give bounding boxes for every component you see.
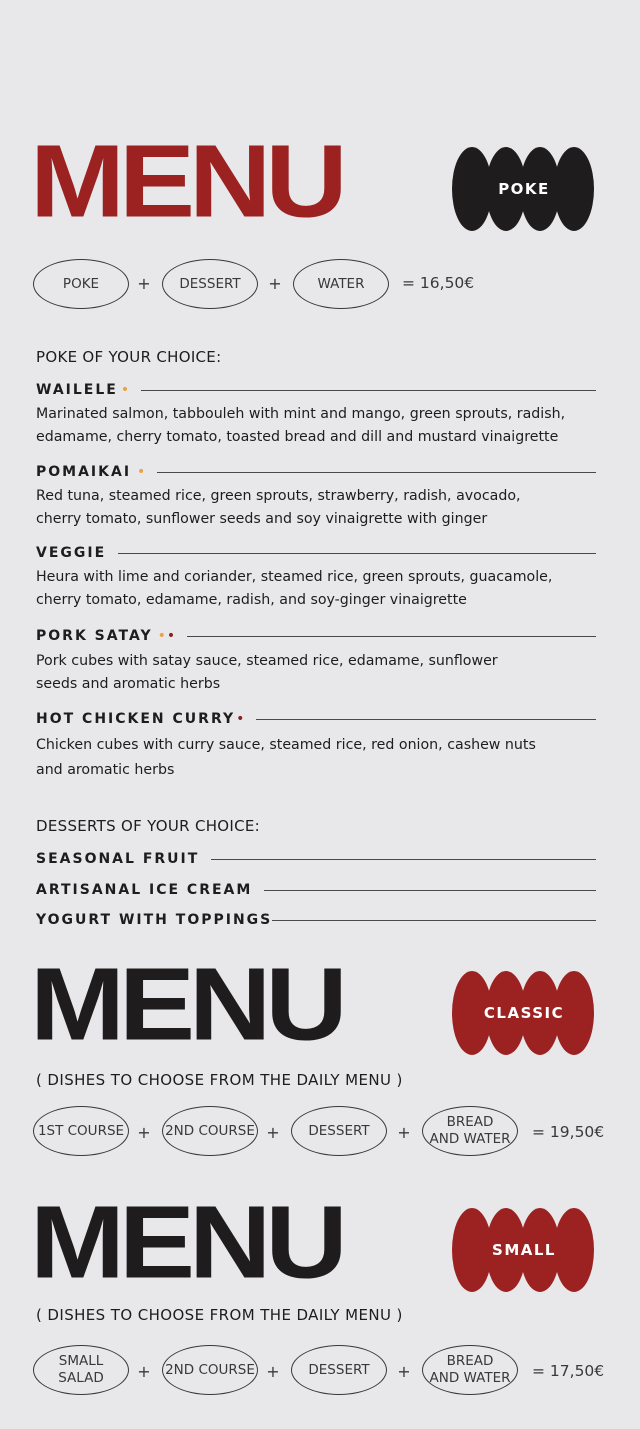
plus-sign: + <box>266 1123 280 1142</box>
divider <box>118 553 596 554</box>
dish-description <box>36 403 596 449</box>
divider <box>157 472 596 473</box>
divider <box>272 920 596 921</box>
dish-description <box>36 650 596 696</box>
desc-line: cherry tomato, sunflower seeds and soy vinaigrette with ginger <box>36 511 488 527</box>
dish-name: WAILELE <box>36 382 118 398</box>
dish-name: HOT CHICKEN CURRY <box>36 711 236 727</box>
menu-title-poke: MENU <box>30 124 342 240</box>
dessert-name: SEASONAL FRUIT <box>36 851 200 867</box>
plus-sign: + <box>266 1362 280 1381</box>
dish-name: PORK SATAY <box>36 628 153 644</box>
classic-item-bread-water: BREAD AND WATER <box>422 1106 518 1156</box>
classic-price: = 19,50€ <box>532 1123 605 1141</box>
plus-sign: + <box>137 1123 151 1142</box>
dish-description <box>36 566 596 612</box>
dish-description <box>36 733 596 783</box>
menu-title-small: MENU <box>30 1185 342 1301</box>
small-subtitle: ( DISHES TO CHOOSE FROM THE DAILY MENU ) <box>36 1306 403 1324</box>
desc-line: Heura with lime and coriander, steamed rice, green sprouts, guacamole, <box>36 569 553 585</box>
desc-line: cherry tomato, edamame, radish, and soy-ginger vinaigrette <box>36 592 467 608</box>
mild-spice-dot: • <box>137 464 146 480</box>
desc-line: Chicken cubes with curry sauce, steamed rice, red onion, cashew nuts <box>36 737 536 753</box>
plus-sign: + <box>397 1123 411 1142</box>
dessert-seasonal-fruit <box>36 850 596 868</box>
dessert-ice-cream <box>36 881 596 899</box>
poke-item-water: WATER <box>293 259 389 309</box>
dish-veggie <box>36 544 596 562</box>
dessert-yogurt <box>36 911 596 929</box>
plus-sign: + <box>137 274 151 293</box>
dish-name: VEGGIE <box>36 545 107 561</box>
poke-item-poke: POKE <box>33 259 129 309</box>
classic-item-2nd-course: 2ND COURSE <box>162 1106 258 1156</box>
desc-line: seeds and aromatic herbs <box>36 676 221 692</box>
dessert-name: ARTISANAL ICE CREAM <box>36 882 253 898</box>
small-badge <box>452 1208 596 1292</box>
divider <box>211 859 596 860</box>
dish-pork-satay <box>36 627 596 645</box>
plus-sign: + <box>397 1362 411 1381</box>
desc-line: and aromatic herbs <box>36 762 175 778</box>
desc-line: edamame, cherry tomato, toasted bread and dill and mustard vinaigrette <box>36 429 559 445</box>
plus-sign: + <box>137 1362 151 1381</box>
divider <box>187 636 596 637</box>
dessert-heading: DESSERTS OF YOUR CHOICE: <box>36 817 261 835</box>
divider <box>256 719 596 720</box>
poke-price: = 16,50€ <box>402 274 475 292</box>
classic-subtitle: ( DISHES TO CHOOSE FROM THE DAILY MENU ) <box>36 1071 403 1089</box>
poke-badge <box>452 147 596 231</box>
plus-sign: + <box>268 274 282 293</box>
small-price: = 17,50€ <box>532 1362 605 1380</box>
classic-badge <box>452 971 596 1055</box>
mild-spice-dot: • <box>157 628 166 644</box>
small-item-small-salad: SMALL SALAD <box>33 1345 129 1395</box>
mild-spice-dot: • <box>120 382 130 398</box>
divider <box>264 890 596 891</box>
desc-line: Pork cubes with satay sauce, steamed rice, edamame, sunflower <box>36 653 498 669</box>
poke-badge-label: POKE <box>498 180 550 198</box>
dish-pomaikai <box>36 463 596 481</box>
dish-wailele <box>36 381 596 399</box>
classic-item-dessert: DESSERT <box>291 1106 387 1156</box>
dish-hot-chicken-curry <box>36 710 596 728</box>
dish-name: POMAIKAI <box>36 464 132 480</box>
desc-line: Marinated salmon, tabbouleh with mint and mango, green sprouts, radish, <box>36 406 566 422</box>
poke-item-dessert: DESSERT <box>162 259 258 309</box>
desc-line: Red tuna, steamed rice, green sprouts, strawberry, radish, avocado, <box>36 488 521 504</box>
classic-badge-label: CLASSIC <box>483 1004 565 1022</box>
hot-spice-dot: • <box>166 628 176 644</box>
poke-heading: POKE OF YOUR CHOICE: <box>36 348 222 366</box>
small-item-2nd-course: 2ND COURSE <box>162 1345 258 1395</box>
small-badge-label: SMALL <box>492 1241 556 1259</box>
menu-title-classic: MENU <box>30 947 342 1063</box>
hot-spice-dot: • <box>236 711 245 727</box>
small-item-dessert: DESSERT <box>291 1345 387 1395</box>
small-item-bread-water: BREAD AND WATER <box>422 1345 518 1395</box>
classic-item-1st-course: 1ST COURSE <box>33 1106 129 1156</box>
divider <box>141 390 596 391</box>
dish-description <box>36 485 596 531</box>
dessert-name: YOGURT WITH TOPPINGS <box>36 912 273 928</box>
